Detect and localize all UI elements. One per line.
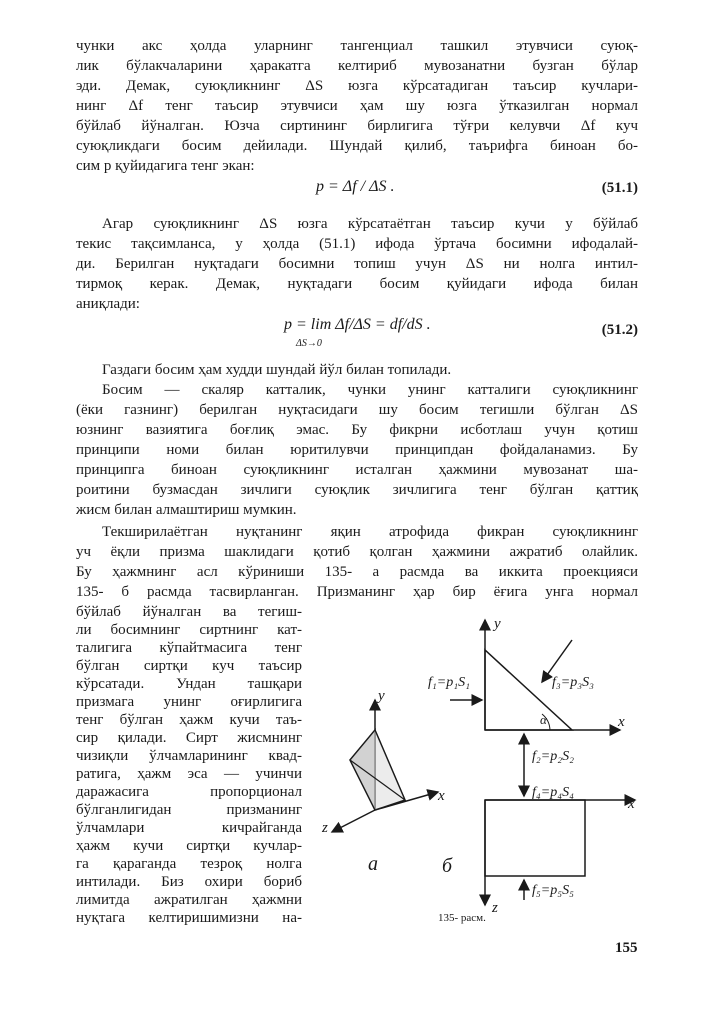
text-line: Газдаги босим ҳам худди шундай йўл билан топилади.: [102, 362, 452, 378]
text-line: бўлганлигидан призманинг: [76, 802, 302, 818]
label-x: x: [618, 714, 625, 730]
text-line: даражасига пропорционал: [76, 784, 302, 800]
text-line: принципи номи билан юритилувчи принципдан фойдаланамиз. Бу: [76, 442, 638, 458]
label-f2: f₂=p₂S₂: [532, 749, 574, 764]
label-a: a: [368, 853, 378, 875]
text-line: роитини бузмасдан зичлиги суюқлик зичлигига тенг бўлган қаттиқ: [76, 482, 638, 498]
formula-51-2: p = lim Δf/ΔS = df/dS .: [284, 316, 431, 333]
text-line: сим p қуйидагига тенг экан:: [76, 158, 255, 174]
equation-number-51-2: (51.2): [601, 322, 638, 338]
text-line: нинг Δf тенг таъсир этувчиси ҳам шу юзга ўтказилган нормал: [76, 98, 638, 114]
text-line: 135- б расмда тасвирланган. Призманинг ҳар бир ёғига унга нормал: [76, 584, 638, 600]
text-line: Босим — скаляр катталик, чунки унинг катталиги суюқликнинг: [102, 382, 638, 398]
text-line: чизиқли ўлчамларининг квад-: [76, 748, 302, 764]
text-line: тенг бўлган ҳажм кучи таъ-: [76, 712, 302, 728]
text-line: ди. Берилган нуқтадаги босимни топиш учун ΔS ни нолга интил-: [76, 256, 638, 272]
text-line: Бу ҳажмнинг асл кўриниши 135- а расмда ва иккита проекцияси: [76, 564, 638, 580]
text-line: ҳажм кучи сиртқи кучлар-: [76, 838, 302, 854]
label-y: y: [494, 616, 501, 632]
text-line: принципга биноан суюқликнинг исталган ҳажмини мувозанат ша-: [76, 462, 638, 478]
text-line: (ёки газнинг) берилган нуқтасидаги шу босим тегишли бўлган ΔS: [76, 402, 638, 418]
text-line: ли босимнинг сиртнинг кат-: [76, 622, 302, 638]
label-y: y: [378, 688, 385, 704]
text-line: текис тақсимланса, у ҳолда (51.1) ифода ўртача босимни ифодалай-: [76, 236, 638, 252]
axis-z-arrow: [332, 810, 375, 832]
label-f4: f₄=p₄S₄: [532, 785, 574, 800]
formula-51-2-limit: ΔS→0: [296, 338, 322, 349]
text-line: призмага унинг оғирлигига: [76, 694, 302, 710]
text-line: ўлчамлари кичрайганда: [76, 820, 302, 836]
label-f3: f₃=p₃S₃: [552, 675, 594, 690]
projection-rectangle: [485, 800, 585, 876]
text-line: талигига кўпайтмасига тенг: [76, 640, 302, 656]
text-line: бўйлаб йўналган. Юзча сиртининг бирлигига тўғри келувчи Δf куч: [76, 118, 638, 134]
text-line: аниқлади:: [76, 296, 140, 312]
text-line: нуқтага келтиришимизни на-: [76, 910, 302, 926]
text-line: сир қилади. Сирт жисмнинг: [76, 730, 302, 746]
text-line: Агар суюқликнинг ΔS юзга кўрсатаётган таъсир кучи у бўйлаб: [102, 216, 638, 232]
text-line: чунки акс ҳолда уларнинг тангенциал ташкил этувчиси суюқ-: [76, 38, 638, 54]
text-line: интилади. Биз охири бориб: [76, 874, 302, 890]
text-line: тирмоқ керак. Демак, нуқтадаги босим қуйидаги ифода билан: [76, 276, 638, 292]
figure-135: [310, 600, 650, 920]
text-line: суюқликдаги босим дейилади. Шундай қилиб, таърифга биноан бо-: [76, 138, 638, 154]
figure-a-prism: [321, 688, 445, 875]
figure-b-projections: [428, 616, 635, 916]
label-x: x: [628, 796, 635, 812]
text-line: лимитда ажратилган ҳажмни: [76, 892, 302, 908]
equation-number-51-1: (51.1): [601, 180, 638, 196]
label-f5: f₅=p₅S₅: [532, 883, 574, 898]
page-number: 155: [615, 940, 638, 956]
figure-caption: 135- расм.: [438, 912, 486, 924]
text-line: Текширилаётган нуқтанинг яқин атрофида фикран суюқликнинг: [102, 524, 638, 540]
text-line: жисм билан алмаштириш мумкин.: [76, 502, 297, 518]
label-x: x: [438, 788, 445, 804]
text-line: ратига, ҳажм эса — учинчи: [76, 766, 302, 782]
prism-face: [350, 730, 405, 810]
text-line: бўлган сиртқи куч таъсир: [76, 658, 302, 674]
text-line: уч ёқли призма шаклидаги қотиб қолган ҳажмини ажратиб олайлик.: [76, 544, 638, 560]
formula-51-1: p = Δf / ΔS .: [316, 178, 395, 195]
label-b: б: [442, 855, 453, 877]
text-line: эди. Демак, суюқликнинг ΔS юзга кўрсатадиган таъсир кучлари-: [76, 78, 638, 94]
label-alpha: α: [540, 712, 547, 727]
text-line: га қараганда тезроқ нолга: [76, 856, 302, 872]
projection-triangle: [485, 650, 572, 730]
text-line: кўрсатади. Ундан ташқари: [76, 676, 302, 692]
label-z: z: [492, 900, 498, 916]
text-line: лик бўлакчаларини ҳаракатга келтириб мувозанатни бузган бўлар: [76, 58, 638, 74]
label-z: z: [322, 820, 328, 836]
text-line: юзнинг вазиятига боғлиқ эмас. Бу фикрни исботлаш учун қотиш: [76, 422, 638, 438]
label-f1: f₁=p₁S₁: [428, 675, 470, 690]
text-line: бўйлаб йўналган ва тегиш-: [76, 604, 302, 620]
